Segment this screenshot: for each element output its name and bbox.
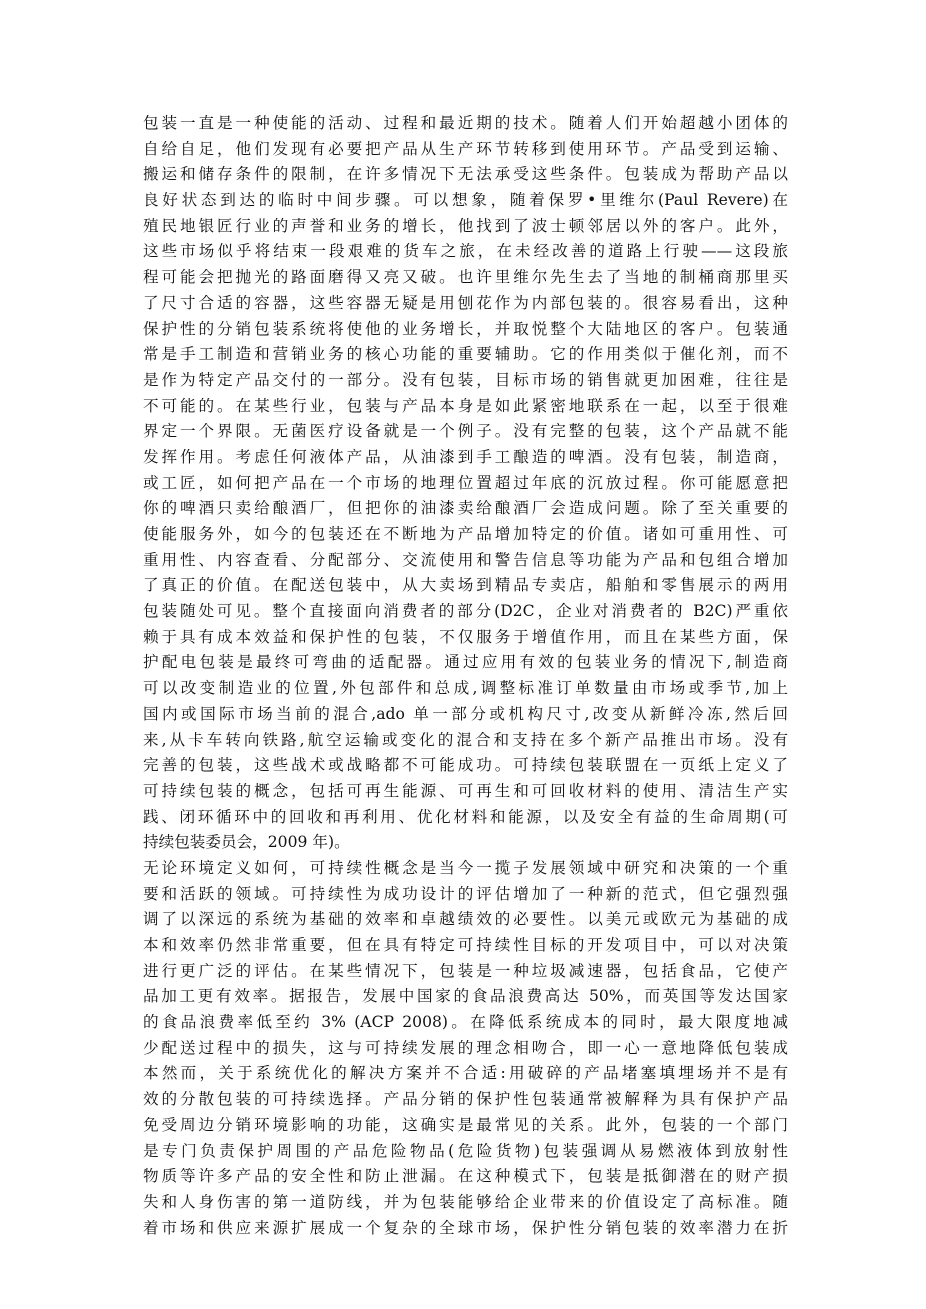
text-line: 自给自足，他们发现有必要把产品从生产环节转移到使用环节。产品受到运输、: [143, 139, 788, 158]
text-line: 是专门负责保护周围的产品危险物品(危险货物)包装强调从易燃液体到放射性: [143, 1141, 788, 1160]
text-line: 少配送过程中的损失，这与可持续发展的理念相吻合，即一心一意地降低包装成: [143, 1038, 788, 1057]
text-line: 失和人身伤害的第一道防线，并为包装能够给企业带来的价值设定了高标准。随: [143, 1192, 788, 1211]
text-line: 这些市场似乎将结束一段艰难的货车之旅，在未经改善的道路上行驶——这段旅: [143, 242, 788, 261]
text-line: 完善的包装，这些战术或战略都不可能成功。可持续包装联盟在一页纸上定义了: [143, 756, 788, 775]
text-line: 国内或国际市场当前的混合,ado 单一部分或机构尺寸,改变从新鲜冷冻,然后回: [143, 704, 788, 723]
text-line: 保护性的分销包装系统将使他的业务增长，并取悦整个大陆地区的客户。包装通: [143, 319, 788, 338]
text-line: 品加工更有效率。据报告，发展中国家的食品浪费高达 50%，而英国等发达国家: [143, 987, 788, 1006]
text-line: 着市场和供应来源扩展成一个复杂的全球市场，保护性分销包装的效率潜力在折: [143, 1218, 788, 1237]
text-line: 界定一个界限。无菌医疗设备就是一个例子。没有完整的包装，这个产品就不能: [143, 422, 788, 441]
text-line: 包装随处可见。整个直接面向消费者的部分(D2C，企业对消费者的 B2C)严重依: [143, 602, 788, 621]
text-line: 本然而，关于系统优化的解决方案并不合适:用破碎的产品堵塞填埋场并不是有: [143, 1064, 788, 1083]
text-line: 要和活跃的领域。可持续性为成功设计的评估增加了一种新的范式，但它强烈强: [143, 884, 788, 903]
text-line: 的食品浪费率低至约 3% (ACP 2008)。在降低系统成本的同时，最大限度地减: [143, 1013, 788, 1032]
text-line: 或工匠，如何把产品在一个市场的地理位置超过年底的沉放过程。你可能愿意把: [143, 473, 788, 492]
text-line: 不可能的。在某些行业，包装与产品本身是如此紧密地联系在一起，以至于很难: [143, 396, 788, 415]
text-line: 你的啤酒只卖给酿酒厂，但把你的油漆卖给酿酒厂会造成问题。除了至关重要的: [143, 499, 788, 518]
text-line: 了尺寸合适的容器，这些容器无疑是用刨花作为内部包装的。很容易看出，这种: [143, 293, 788, 312]
text-line: 搬运和储存条件的限制，在许多情况下无法承受这些条件。包装成为帮助产品以: [143, 165, 788, 184]
text-line: 是作为特定产品交付的一部分。没有包装，目标市场的销售就更加困难，往往是: [143, 370, 788, 389]
text-line: 可持续包装的概念，包括可再生能源、可再生和可回收材料的使用、清洁生产实: [143, 781, 788, 800]
text-line: 了真正的价值。在配送包装中，从大卖场到精品专卖店，船舶和零售展示的两用: [143, 576, 788, 595]
text-line: 效的分散包装的可持续选择。产品分销的保护性包装通常被解释为具有保护产品: [143, 1090, 788, 1109]
text-line: 免受周边分销环境影响的功能，这确实是最常见的关系。此外，包装的一个部门: [143, 1115, 788, 1134]
text-line: 包装一直是一种使能的活动、过程和最近期的技术。随着人们开始超越小团体的: [143, 114, 788, 132]
text-line: 无论环境定义如何，可持续性概念是当今一揽子发展领域中研究和决策的一个重: [143, 858, 788, 877]
text-line: 调了以深远的系统为基础的效率和卓越绩效的必要性。以美元或欧元为基础的成: [143, 910, 788, 929]
text-line: 来,从卡车转向铁路,航空运输或变化的混合和支持在多个新产品推出市场。没有: [143, 730, 788, 749]
text-line: 发挥作用。考虑任何液体产品，从油漆到手工酿造的啤酒。没有包装，制造商，: [143, 447, 788, 466]
text-line: 物质等许多产品的安全性和防止泄漏。在这种模式下，包装是抵御潜在的财产损: [143, 1167, 788, 1186]
text-line: 殖民地银匠行业的声誉和业务的增长，他找到了波士顿邻居以外的客户。此外，: [143, 216, 788, 235]
text-line: 良好状态到达的临时中间步骤。可以想象，随着保罗•里维尔(Paul Revere)在: [143, 191, 788, 210]
text-line: 进行更广泛的评估。在某些情况下，包装是一种垃圾减速器，包括食品，它使产: [143, 961, 788, 980]
text-line: 护配电包装是最终可弯曲的适配器。通过应用有效的包装业务的情况下,制造商: [143, 653, 788, 672]
paragraph-end-line: 持续包装委员会，2009 年)。: [143, 833, 350, 852]
body-text: [143, 111, 788, 1241]
text-line: 践、闭环循环中的回收和再利用、优化材料和能源，以及安全有益的生命周期(可: [143, 807, 788, 826]
text-line: 可以改变制造业的位置,外包部件和总成,调整标准订单数量由市场或季节,加上: [143, 679, 788, 698]
text-line: 常是手工制造和营销业务的核心功能的重要辅助。它的作用类似于催化剂，而不: [143, 345, 788, 364]
text-line: 使能服务外，如今的包装还在不断地为产品增加特定的价值。诸如可重用性、可: [143, 525, 788, 543]
text-line: 本和效率仍然非常重要，但在具有特定可持续性目标的开发项目中，可以对决策: [143, 936, 788, 954]
text-line: 程可能会把抛光的路面磨得又亮又破。也许里维尔先生去了当地的制桶商那里买: [143, 268, 788, 287]
text-line: 赖于具有成本效益和保护性的包装，不仅服务于增值作用，而且在某些方面，保: [143, 627, 788, 646]
text-line: 重用性、内容查看、分配部分、交流使用和警告信息等功能为产品和包组合增加: [143, 550, 788, 569]
